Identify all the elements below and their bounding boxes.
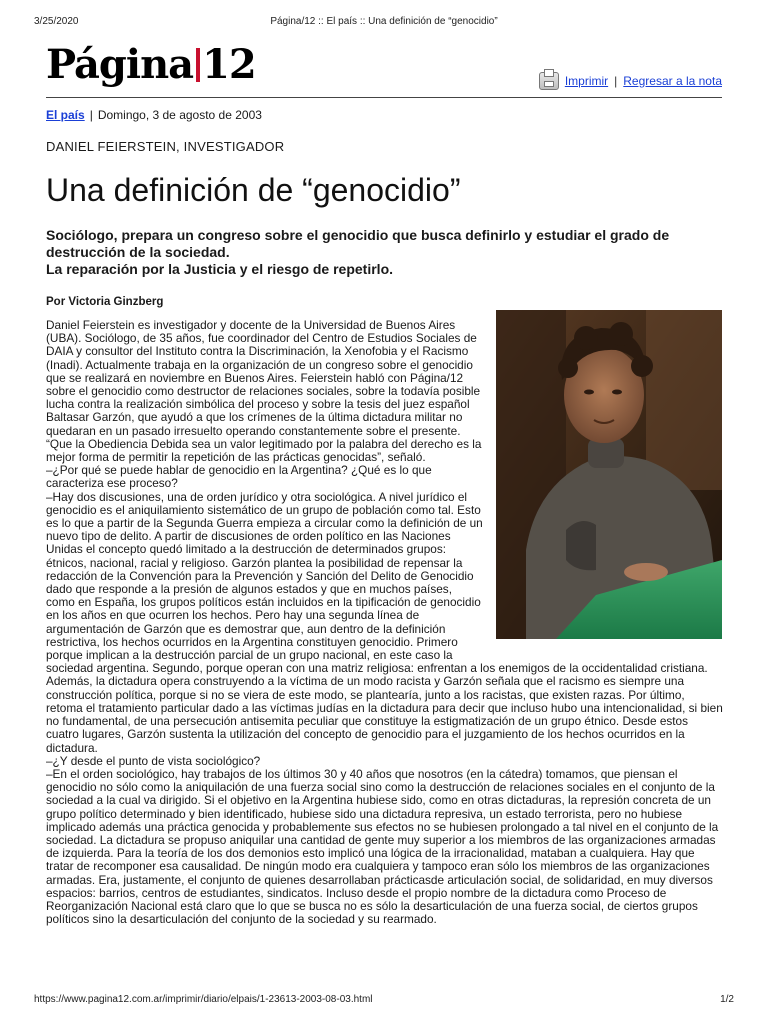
article-paragraph: Daniel Feierstein es investigador y docente de la Universidad de Buenos Aires (UBA). Sociólogo, de 35 años, fue coordinador del Centro de Estudios Sociales de DAIA y consultor del Instituto contra la Discriminación, la Xenofobia y el Racismo (Inadi). Actualmente trabaja en la organización de un congreso sobre el genocidio que se realizará en noviembre en Buenos Aires. Feierstein habló con Página/12 sobre el genocidio como destructor de relaciones sociales, sobre la todavía posible lucha contra la realización simbólica del proceso y sobre la tesis del juez español Baltasar Garzón, que ayudó a que los crímenes de la última dictadura militar no quedaran en un pasado irresuelto operando constantemente sobre el presente. “Que la Obediencia Debida sea un valor legitimado por la palabra del derecho es la mejor forma de permitir la repetición de las prácticas genocidas”, señaló. xyxy=(46,318,482,465)
article-meta xyxy=(46,107,262,123)
section-link[interactable]: El país xyxy=(46,108,85,122)
print-date: 3/25/2020 xyxy=(34,16,79,27)
logo-text-right: 12 xyxy=(202,41,256,88)
photo-spacer xyxy=(484,319,724,659)
page-url: https://www.pagina12.com.ar/imprimir/diario/elpais/1-23613-2003-08-03.html xyxy=(34,994,373,1005)
meta-separator: | xyxy=(89,108,93,122)
logo-text-left: Página xyxy=(46,41,194,88)
article-subhead xyxy=(46,227,728,278)
print-link[interactable]: Imprimir xyxy=(564,74,609,88)
article-paragraph: –Hay dos discusiones, una de orden jurídico y otra sociológica. A nivel jurídico el genocidio es el aniquilamiento sistemático de un grupo de población como tal. Esto es lo que a partir de la Segunda Guerra empieza a circular como la definición de un nuevo tipo de delito. A partir de discusiones de orden político en las Naciones Unidas el concepto quedó limitado a la destrucción de determinados grupos: étnicos, nacional, racial y religioso. Garzón plantea la posibilidad de repensar la redacción de la Convención para la Prevención y Sanción del Delito de Genocidio dado que responde a la presión de algunos estados y que en muchos países, como en España, los grupos políticos están incluidos en la tipificación de genocidio en los años en que ocurren los hechos. Pero hay una segunda línea de argumentación de Garzón que es demostrar que, aun dentro de la definición restrictiva, los hechos ocurridos en la Argentina constituyen genocidio. Primero porque implican a la destrucción parcial de un grupo nacional, en este caso la sociedad argentina. Segundo, porque operan con una matriz religiosa: enfrentan a los enemigos de la occidentalidad cristiana. Además, la dictadura opera construyendo a la víctima de un modo racista y Garzón señala que el racismo es siempre una construcción política, porque si no se viera de este modo, se plantearía, junto a los racistas, que existen razas. Por último, retoma el tratamiento particular dado a las víctimas judías en la dictadura para decir que incluso hubo una intencionalidad, si bien no fundamental, de una persecución antisemita peculiar que constituye la estigmatización de un grupo étnico. Desde estos cuatro lugares, Garzón sustenta la utilización del concepto de genocidio para el juzgamiento de los hechos ocurridos en la dictadura. xyxy=(46,489,723,755)
article-question: –¿Por qué se puede hablar de genocidio en la Argentina? ¿Qué es lo que caracteriza ese proceso? xyxy=(46,463,432,491)
publication-date: Domingo, 3 de agosto de 2003 xyxy=(97,108,262,122)
subhead-line-2: La reparación por la Justicia y el riesgo de repetirlo. xyxy=(46,261,394,277)
print-header xyxy=(34,16,734,30)
header-divider xyxy=(46,97,722,98)
article-paragraph: –En el orden sociológico, hay trabajos de los últimos 30 y 40 años que nosotros (en la cátedra) tomamos, que piensan el genocidio no sólo como la aniquilación de una fuerza social sino como la destrucción de relaciones sociales en el conjunto de la sociedad a la cual va dirigido. Si el objetivo en la Argentina hubiese sido, como en otras dictaduras, la represión concreta de un grupo político determinado y bien identificado, hubiese sido una dictadura represiva, un estado terrorista, pero no hubiese implicado además una práctica genocida y probablemente sus efectos no se hubiesen prolongado a tal nivel en el conjunto de la sociedad. La dictadura se propuso aniquilar una cantidad de gente muy superior a los miembros de las organizaciones armadas de izquierda. Para la teoría de los dos demonios esto implicó una lógica de la irracionalidad, mataban a cualquiera. Hay que tratar de recomponer esa causalidad. De ningún modo era cualquiera y tampoco eran sólo los miembros de las organizaciones armadas. Era, justamente, el conjunto de quienes desarrollaban prácticasde articulación social, de solidaridad, en muy diversos espacios: barrios, centros de estudiantes, sindicatos. Incluso desde el propio nombre de la dictadura como Proceso de Reorganización Nacional está claro que lo que se busca no es sólo la desarticulación de una fuerza social, de ciertos grupos políticos sino la desarticulación del conjunto de la sociedad y su rearmado. xyxy=(46,766,719,927)
page-number: 1/2 xyxy=(720,994,734,1005)
pagina12-logo[interactable] xyxy=(46,40,256,90)
article-question: –¿Y desde el punto de vista sociológico? xyxy=(46,753,261,768)
printer-icon[interactable] xyxy=(539,72,559,90)
article-body xyxy=(46,319,724,926)
print-page-title: Página/12 :: El país :: Una definición de “genocidio” xyxy=(270,16,498,27)
tools-separator: | xyxy=(614,74,618,88)
article-kicker: DANIEL FEIERSTEIN, INVESTIGADOR xyxy=(46,139,285,154)
article-tools xyxy=(539,71,722,91)
article-byline: Por Victoria Ginzberg xyxy=(46,296,164,308)
subhead-line-1: Sociólogo, prepara un congreso sobre el genocidio que busca definirlo y estudiar el grado de destrucción de la sociedad. xyxy=(46,227,670,260)
article-headline: Una definición de “genocidio” xyxy=(46,172,461,208)
logo-red-bar xyxy=(196,48,200,82)
back-to-article-link[interactable]: Regresar a la nota xyxy=(623,74,722,88)
